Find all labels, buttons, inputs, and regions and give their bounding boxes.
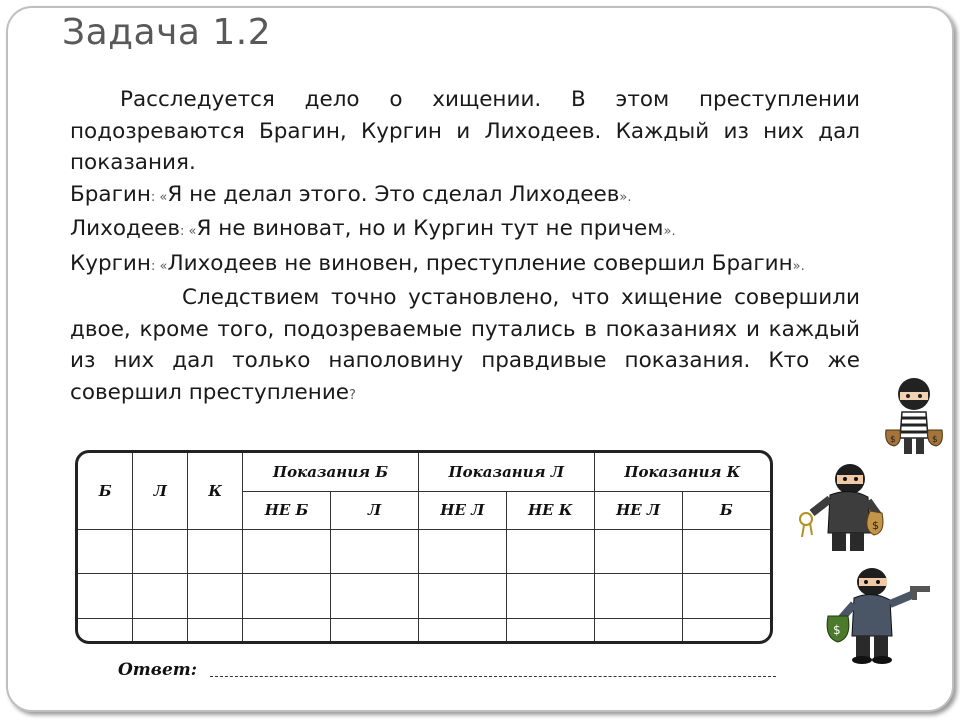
table-cell[interactable] xyxy=(78,529,133,574)
table-cell[interactable] xyxy=(594,529,682,574)
statement-text: Я не делал этого. Это сделал Лиходеев xyxy=(167,181,620,207)
statement-text: Я не виноват, но и Кургин тут не причем xyxy=(196,216,664,241)
table-cell[interactable] xyxy=(78,574,133,619)
problem-intro: Расследуется дело о хищении. В этом преступлении подозреваются Брагин, Кургин и Лиходеев. Каждый из них дал показания. xyxy=(70,87,860,175)
sub-header: Б xyxy=(682,491,770,529)
statement-quote-open: : « xyxy=(150,258,168,274)
statement-quote-close: ». xyxy=(663,224,676,239)
table-cell[interactable] xyxy=(682,574,770,619)
statement-likhodeev xyxy=(70,213,860,248)
table-cell[interactable] xyxy=(243,529,331,574)
table-row xyxy=(78,574,770,619)
table-cell[interactable] xyxy=(418,529,506,574)
table-cell[interactable] xyxy=(506,529,594,574)
sub-header: НЕ Л xyxy=(418,491,506,529)
svg-text:$: $ xyxy=(890,435,896,445)
group-header: Показания Л xyxy=(418,453,594,491)
thief-with-gun-icon xyxy=(824,560,934,668)
table-cell[interactable] xyxy=(594,619,682,641)
problem-conclusion xyxy=(70,282,860,411)
svg-text:$: $ xyxy=(833,623,841,637)
answer-label: Ответ: xyxy=(118,660,198,680)
table-cell[interactable] xyxy=(243,619,331,641)
sub-header: НЕ К xyxy=(506,491,594,529)
table-cell[interactable] xyxy=(188,619,243,641)
table-cell[interactable] xyxy=(133,574,188,619)
table-cell[interactable] xyxy=(331,619,419,641)
suspect-header: К xyxy=(188,453,243,529)
truth-table xyxy=(75,450,773,644)
header-row-1 xyxy=(78,453,770,491)
statement-bragin xyxy=(70,179,860,214)
statement-quote-close: ». xyxy=(792,258,805,274)
statement-name: Брагин xyxy=(70,181,151,207)
svg-text:$: $ xyxy=(932,435,938,445)
table-cell[interactable] xyxy=(133,529,188,574)
thief-with-bags-icon xyxy=(884,372,944,460)
suspect-header: Б xyxy=(78,453,133,529)
sub-header: НЕ Л xyxy=(594,491,682,529)
table-cell[interactable] xyxy=(418,619,506,641)
problem-text xyxy=(70,84,860,411)
table-row xyxy=(78,619,770,641)
table-cell[interactable] xyxy=(506,574,594,619)
table-cell[interactable] xyxy=(188,574,243,619)
table-cell[interactable] xyxy=(133,619,188,641)
statement-quote-open: : « xyxy=(180,224,197,239)
conclusion-text: Следствием точно установлено, что хищение совершили двое, кроме того, подозреваемые путались в показаниях и каждый из них дал только наполовину правдивые показания. Кто же совершил преступление xyxy=(70,285,860,405)
table-cell[interactable] xyxy=(331,529,419,574)
thief-with-keys-icon xyxy=(790,455,890,555)
suspect-header: Л xyxy=(133,453,188,529)
truth-table-grid xyxy=(78,453,770,641)
statement-kurgin xyxy=(70,248,860,283)
answer-row xyxy=(118,660,778,682)
group-header: Показания Б xyxy=(243,453,419,491)
statement-quote-open: : « xyxy=(150,189,168,205)
svg-text:$: $ xyxy=(872,519,879,532)
statement-name: Лиходеев xyxy=(70,216,181,241)
table-cell[interactable] xyxy=(418,574,506,619)
table-cell[interactable] xyxy=(78,619,133,641)
table-cell[interactable] xyxy=(188,529,243,574)
table-cell[interactable] xyxy=(506,619,594,641)
sub-header: Л xyxy=(331,491,419,529)
table-cell[interactable] xyxy=(331,574,419,619)
group-header: Показания К xyxy=(594,453,770,491)
table-cell[interactable] xyxy=(682,529,770,574)
question-mark: ? xyxy=(349,387,356,403)
table-cell[interactable] xyxy=(682,619,770,641)
table-cell[interactable] xyxy=(243,574,331,619)
table-row xyxy=(78,529,770,574)
statement-name: Кургин xyxy=(70,250,151,276)
statement-text: Лиходеев не виновен, преступление совершил Брагин xyxy=(167,250,793,276)
answer-line[interactable] xyxy=(210,676,776,677)
slide-title: Задача 1.2 xyxy=(62,12,272,53)
statement-quote-close: ». xyxy=(619,189,632,205)
table-cell[interactable] xyxy=(594,574,682,619)
sub-header: НЕ Б xyxy=(243,491,331,529)
